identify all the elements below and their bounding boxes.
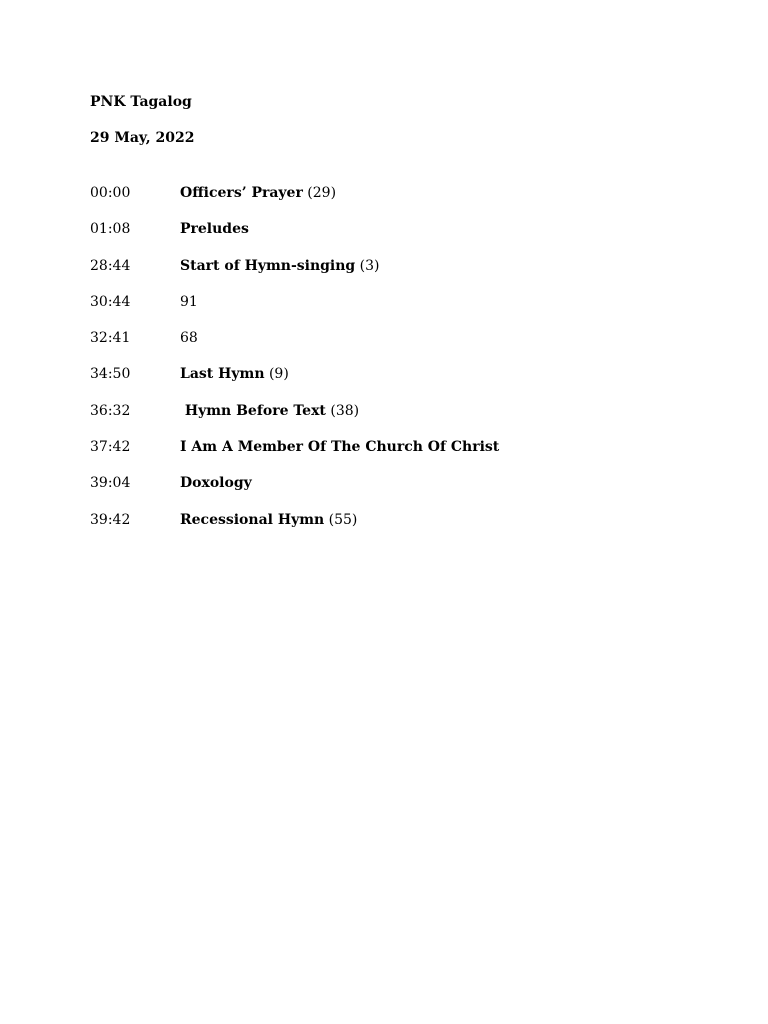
schedule-time: 36:32 xyxy=(90,402,131,419)
schedule-row xyxy=(90,183,710,203)
schedule-row xyxy=(90,292,710,312)
schedule-time: 32:41 xyxy=(90,330,131,347)
event-number: (9) xyxy=(268,366,289,383)
event-label: Preludes xyxy=(180,221,249,238)
event-number: (3) xyxy=(359,257,380,274)
schedule-time: 34:50 xyxy=(90,366,131,383)
schedule-event xyxy=(180,473,710,493)
event-label: Doxology xyxy=(180,475,252,492)
schedule-row xyxy=(90,510,710,530)
schedule-row xyxy=(90,437,710,457)
schedule-event xyxy=(180,401,710,421)
event-number: (55) xyxy=(328,511,358,528)
event-number: 68 xyxy=(180,330,198,347)
schedule-row xyxy=(90,219,710,239)
schedule-event xyxy=(180,292,710,312)
schedule-time: 00:00 xyxy=(90,185,131,201)
event-label: Hymn Before Text xyxy=(180,402,326,419)
schedule-time: 01:08 xyxy=(90,221,131,238)
schedule-list xyxy=(90,183,710,530)
schedule-row xyxy=(90,401,710,421)
schedule-event xyxy=(180,256,710,276)
schedule-row xyxy=(90,364,710,384)
event-label: Recessional Hymn xyxy=(180,511,325,528)
event-number: 91 xyxy=(180,293,198,310)
event-label: Start of Hymn-singing xyxy=(180,257,356,274)
schedule-time: 28:44 xyxy=(90,257,131,274)
schedule-event xyxy=(180,183,710,203)
schedule-row xyxy=(90,256,710,276)
event-number: (29) xyxy=(307,185,337,201)
schedule-event xyxy=(180,219,710,239)
schedule-time: 39:42 xyxy=(90,511,131,528)
schedule-time: 37:42 xyxy=(90,439,131,456)
event-number: (38) xyxy=(330,402,360,419)
event-label: Officers’ Prayer xyxy=(180,185,303,201)
document-title: PNK Tagalog xyxy=(90,94,192,110)
event-label: I Am A Member Of The Church Of Christ xyxy=(180,439,500,456)
event-label: Last Hymn xyxy=(180,366,265,383)
schedule-time: 30:44 xyxy=(90,293,131,310)
schedule-time: 39:04 xyxy=(90,475,131,492)
document-page xyxy=(90,92,710,546)
schedule-event xyxy=(180,364,710,384)
schedule-event xyxy=(180,328,710,348)
schedule-event xyxy=(180,437,710,457)
document-date: 29 May, 2022 xyxy=(90,130,195,146)
schedule-event xyxy=(180,510,710,530)
schedule-row xyxy=(90,328,710,348)
schedule-row xyxy=(90,473,710,493)
